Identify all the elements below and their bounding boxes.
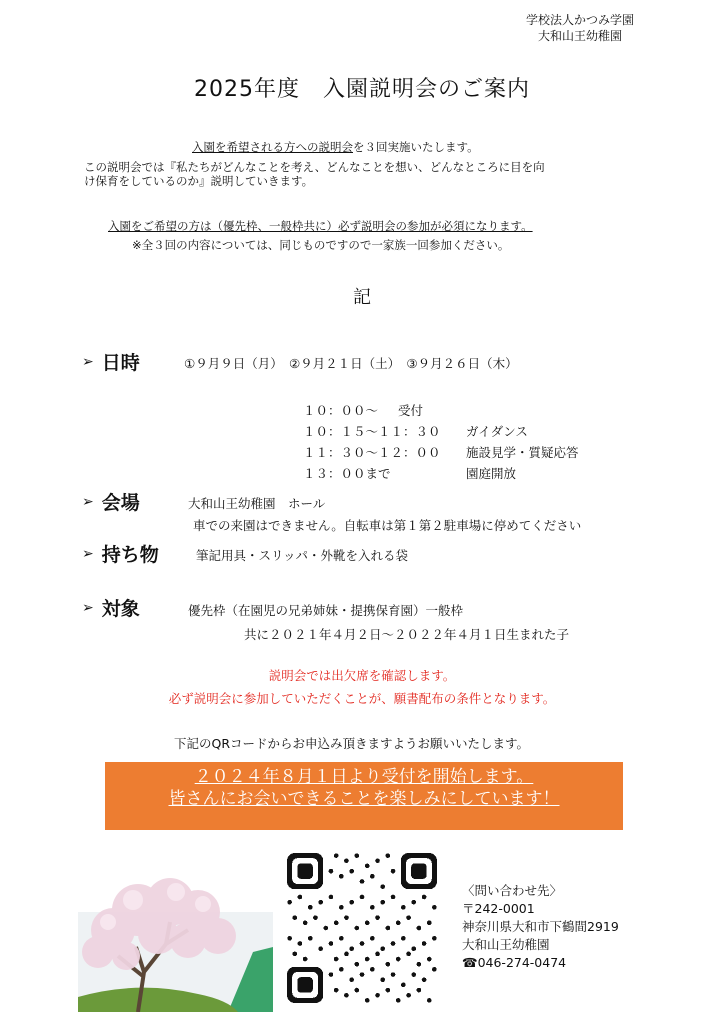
notice-line-2: ※全３回の内容については、同じものですので一家族一回参加ください。 <box>132 238 510 252</box>
target-note: 共に２０２１年４月２日～２０２２年４月１日生まれた子 <box>244 627 570 642</box>
contact-heading: 〈問い合わせ先〉 <box>462 883 563 898</box>
intro-underlined: 入園を希望される方への説明会 <box>192 140 353 154</box>
cherry-blossom-photo <box>78 852 273 1012</box>
intro-line-3: け保育をしているのか』説明していきます。 <box>84 174 314 188</box>
schedule-activity-4: 園庭開放 <box>466 466 517 481</box>
venue-note: 車での来園はできません。自転車は第１第２駐車場に停めてください <box>193 518 582 533</box>
kindergarten-name: 大和山王幼稚園 <box>537 29 622 43</box>
section-label: 対象 <box>101 598 140 620</box>
contact-phone[interactable]: ☎046-274-0474 <box>462 955 567 970</box>
banner-line-2: 皆さんにお会いできることを楽しみにしています！ <box>168 789 560 809</box>
section-target <box>82 594 140 621</box>
qr-note: 下記のQRコードからお申込み頂きますようお願いいたします。 <box>174 736 530 751</box>
contact-name: 大和山王幼稚園 <box>462 937 550 952</box>
intro-line-2: この説明会では『私たちがどんなことを考え、どんなことを想い、どんなところに目を向 <box>84 160 545 174</box>
contact-address: 神奈川県大和市下鶴間2919 <box>462 919 619 934</box>
page-title: 2025年度 入園説明会のご案内 <box>194 77 530 102</box>
section-items <box>82 540 159 567</box>
banner-line-1: ２０２４年８月１日より受付を開始します。 <box>194 767 534 787</box>
items-value: 筆記用具・スリッパ・外靴を入れる袋 <box>196 548 409 563</box>
intro-rest: を３回実施いたします。 <box>353 140 479 154</box>
arrow-icon: ➢ <box>82 353 94 370</box>
ki-heading: 記 <box>353 287 371 308</box>
announcement-banner <box>105 762 623 830</box>
schedule-activity-3: 施設見学・質疑応答 <box>466 445 579 460</box>
schedule-activity-2: ガイダンス <box>466 424 528 439</box>
arrow-icon: ➢ <box>82 599 94 616</box>
schedule-time-4: １３：００まで <box>303 466 391 481</box>
venue-value: 大和山王幼稚園 ホール <box>188 496 326 511</box>
contact-postal: 〒242-0001 <box>462 901 535 916</box>
section-label: 持ち物 <box>101 544 159 566</box>
dates-value: ①９月９日（月） ②９月２１日（土） ③９月２６日（木） <box>184 356 518 371</box>
section-label: 日時 <box>101 352 140 374</box>
notice-line-1: 入園をご希望の方は（優先枠、一般枠共に）必ず説明会の参加が必須になります。 <box>108 219 533 233</box>
schedule-activity-1: 受付 <box>398 403 424 418</box>
attendance-line-1: 説明会では出欠席を確認します。 <box>268 668 456 683</box>
qr-code[interactable] <box>287 853 437 1003</box>
arrow-icon: ➢ <box>82 545 94 562</box>
org-name: 学校法人かつみ学園 <box>525 13 634 27</box>
section-label: 会場 <box>101 492 140 514</box>
schedule-time-3: １１：３０～１２：００ <box>303 445 441 460</box>
target-value: 優先枠（在園児の兄弟姉妹・提携保育園）一般枠 <box>188 603 464 618</box>
arrow-icon: ➢ <box>82 493 94 510</box>
contact-info <box>462 882 619 972</box>
schedule-time-1: １０：００～ <box>303 403 379 418</box>
attendance-line-2: 必ず説明会に参加していただくことが、願書配布の条件となります。 <box>168 691 556 706</box>
section-datetime <box>82 348 140 375</box>
section-venue <box>82 488 140 515</box>
organization-header <box>526 12 634 44</box>
intro-line-1 <box>192 140 479 154</box>
schedule-time-2: １０：１５～１１：３０ <box>303 424 441 439</box>
